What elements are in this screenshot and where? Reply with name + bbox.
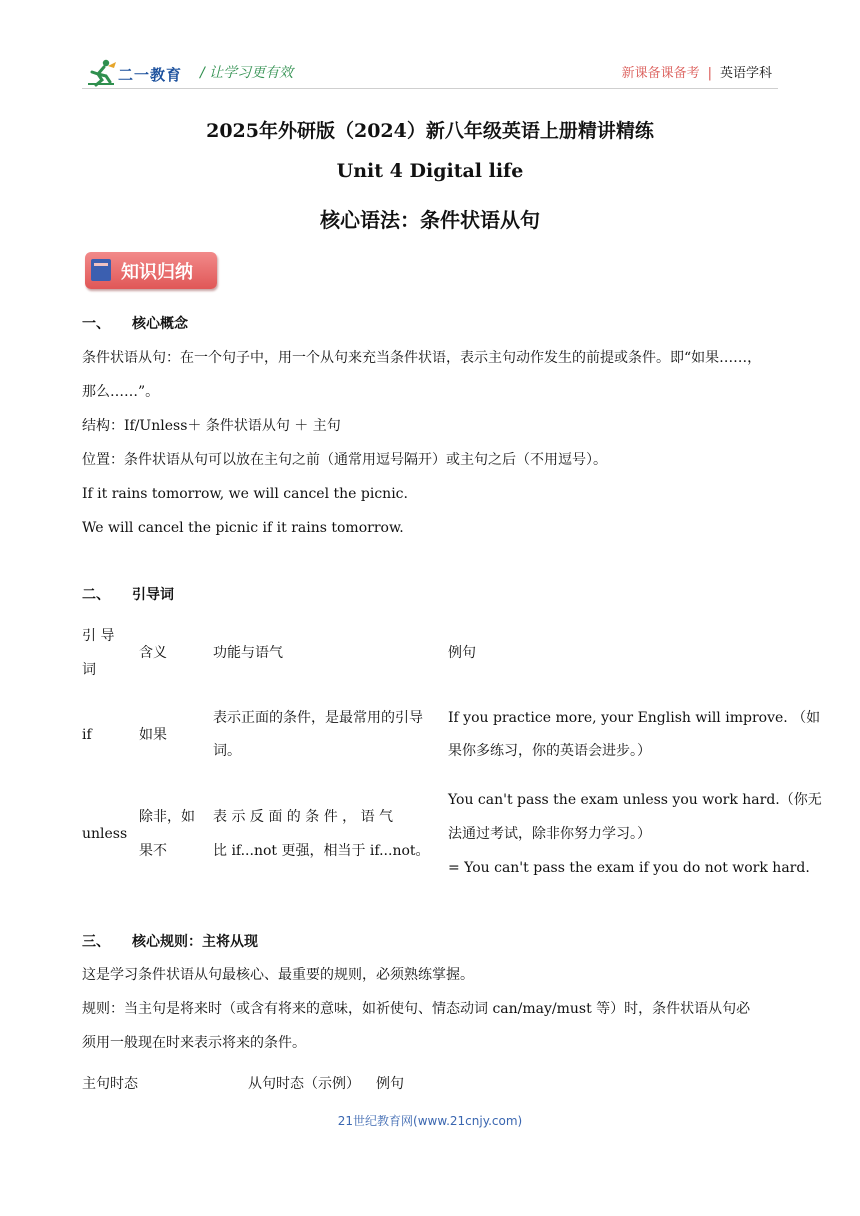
header-course-label: 新课备课备考 (621, 66, 700, 81)
table-row-meaning: 如果 (139, 727, 167, 743)
section-1-number: 一、 (82, 316, 110, 332)
table-row-example-2: 法通过考试，除非你努力学习。） (448, 826, 651, 842)
table-row-function-1: 表示正面的条件，是最常用的引导 (213, 710, 423, 726)
col-header-example: 例句 (376, 1076, 404, 1092)
example-sentence-1: If it rains tomorrow, we will cancel the picnic. (82, 486, 408, 502)
col-header-sub-tense: 从句时态（示例） (248, 1076, 360, 1092)
col-header-meaning: 含义 (139, 645, 167, 661)
table-row-function-2: 词。 (213, 743, 241, 759)
table-row-meaning-1: 除非，如 (139, 809, 195, 825)
definition-line-1: 条件状语从句：在一个句子中，用一个从句来充当条件状语，表示主句动作发生的前提或条件。即“如果……， (82, 350, 762, 366)
slogan: / 让学习更有效 (200, 65, 294, 81)
knowledge-summary-badge (85, 252, 217, 289)
logo-text: 二一教育 (118, 66, 183, 84)
section-3-title: 核心规则：主将从现 (132, 934, 258, 950)
table-row-function-1: 表 示 反 面 的 条 件 ， 语 气 (213, 809, 394, 825)
col-header-example: 例句 (448, 645, 476, 661)
table-row-function-2: 比 if...not 更强，相当于 if...not。 (213, 843, 430, 859)
footer-source: 21世纪教育网(www.21cnjy.com) (337, 1114, 523, 1128)
table-row-example-3: = You can't pass the exam if you do not work hard. (448, 860, 810, 876)
rule-line-1: 规则：当主句是将来时（或含有将来的意味，如祈使句、情态动词 can/may/must 等）时，条件状语从句必 (82, 1001, 751, 1017)
col-header-function: 功能与语气 (213, 645, 283, 661)
table-row-meaning-2: 果不 (139, 843, 167, 859)
header-right (622, 62, 772, 81)
header-subject-label: 英语学科 (719, 66, 772, 81)
table-row-word: if (82, 727, 92, 743)
table-row-example-2: 果你多练习，你的英语会进步。） (448, 743, 651, 759)
section-1-title: 核心概念 (132, 316, 188, 332)
badge-label: 知识归纳 (121, 262, 193, 283)
table-row-example-1: If you practice more, your English will improve. （如 (448, 710, 821, 726)
example-sentence-2: We will cancel the picnic if it rains tomorrow. (82, 520, 404, 536)
definition-line-2: 那么……”。 (82, 384, 160, 400)
table-row-word: unless (82, 826, 128, 842)
structure-line: 结构：If/Unless＋ 条件状语从句 ＋ 主句 (82, 418, 341, 434)
rule-line-2: 须用一般现在时来表示将来的条件。 (82, 1035, 306, 1051)
unit-title: Unit 4 Digital life (336, 160, 524, 182)
section-2-number: 二、 (82, 587, 110, 603)
section-3-number: 三、 (82, 934, 110, 950)
section-1-heading (82, 314, 188, 334)
section-2-title: 引导词 (132, 587, 174, 603)
section-3-heading (82, 932, 258, 952)
section-2-heading (82, 585, 174, 605)
col-header-word-line-2: 词 (82, 662, 96, 678)
table-row-example-1: You can't pass the exam unless you work hard.（你无 (448, 792, 822, 808)
col-header-word-line-1: 引 导 (82, 628, 115, 644)
main-title: 2025年外研版（2024）新八年级英语上册精讲精练 (206, 120, 654, 142)
col-header-main-tense: 主句时态 (82, 1076, 138, 1092)
position-line: 位置：条件状语从句可以放在主句之前（通常用逗号隔开）或主句之后（不用逗号）。 (82, 452, 607, 468)
rule-intro: 这是学习条件状语从句最核心、最重要的规则，必须熟练掌握。 (82, 967, 474, 983)
topic-title: 核心语法：条件状语从句 (320, 208, 540, 232)
header-divider (82, 88, 778, 89)
book-icon (91, 259, 111, 281)
header-separator: | (707, 66, 712, 81)
